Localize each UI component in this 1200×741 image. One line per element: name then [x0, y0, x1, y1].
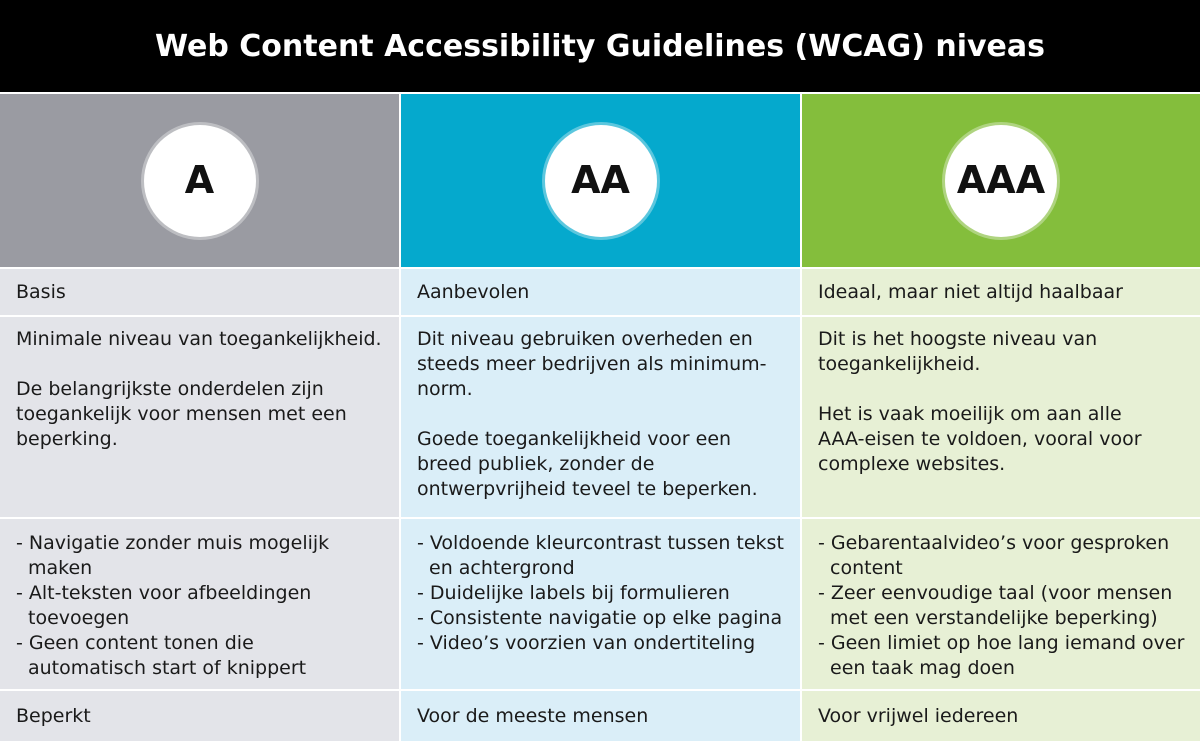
level-aa-reach: Voor de meeste mensen: [401, 691, 800, 741]
description-paragraph: Het is vaak moeilijk om aan alle AAA-eisen te voldoen, vooral voor complexe websites.: [818, 403, 1142, 475]
wcag-levels-table: [0, 94, 1200, 737]
list-item: - Geen content tonen die automatisch start of knippert: [16, 632, 307, 679]
description-paragraph: Dit niveau gebruiken overheden en steeds meer bedrijven als minimum-norm.: [417, 328, 767, 400]
list-item: - Geen limiet op hoe lang iemand over een taak mag doen: [818, 632, 1185, 679]
level-aa-examples: [401, 519, 800, 689]
level-a-reach: Beperkt: [0, 691, 399, 741]
description-paragraph: Goede toegankelijkheid voor een breed publiek, zonder de ontwerpvrijheid teveel te beperken.: [417, 428, 758, 500]
level-a-badge: A: [144, 125, 256, 237]
header-bar: [0, 0, 1200, 92]
description-paragraph: Dit is het hoogste niveau van toegankelijkheid.: [818, 328, 1098, 375]
level-aa-description: [401, 317, 800, 517]
description-paragraph: Minimale niveau van toegankelijkheid.: [16, 328, 382, 350]
list-item: - Alt-teksten voor afbeeldingen toevoegen: [16, 582, 312, 629]
level-aaa-badge: AAA: [945, 125, 1057, 237]
level-aaa-description: [802, 317, 1200, 517]
list-item: - Video’s voorzien van ondertiteling: [417, 632, 756, 654]
description-paragraph: De belangrijkste onderdelen zijn toegankelijk voor mensen met een beperking.: [16, 378, 347, 450]
level-aaa-examples: [802, 519, 1200, 689]
list-item: - Gebarentaalvideo’s voor gesproken content: [818, 532, 1170, 579]
level-a-header: [0, 94, 399, 267]
list-item: - Consistente navigatie op elke pagina: [417, 607, 783, 629]
level-a-description: [0, 317, 399, 517]
level-aa-badge: AA: [545, 125, 657, 237]
level-aaa-label: Ideaal, maar niet altijd haalbaar: [802, 269, 1200, 315]
level-aaa-header: [802, 94, 1200, 267]
level-aa-header: [401, 94, 800, 267]
list-item: - Voldoende kleurcontrast tussen tekst en achtergrond: [417, 532, 784, 579]
list-item: - Navigatie zonder muis mogelijk maken: [16, 532, 330, 579]
level-aa-label: Aanbevolen: [401, 269, 800, 315]
level-aaa-reach: Voor vrijwel iedereen: [802, 691, 1200, 741]
list-item: - Zeer eenvoudige taal (voor mensen met een verstandelijke beperking): [818, 582, 1173, 629]
level-a-examples: [0, 519, 399, 689]
level-a-label: Basis: [0, 269, 399, 315]
page-title: Web Content Accessibility Guidelines (WCAG) niveas: [154, 28, 1045, 64]
list-item: - Duidelijke labels bij formulieren: [417, 582, 730, 604]
